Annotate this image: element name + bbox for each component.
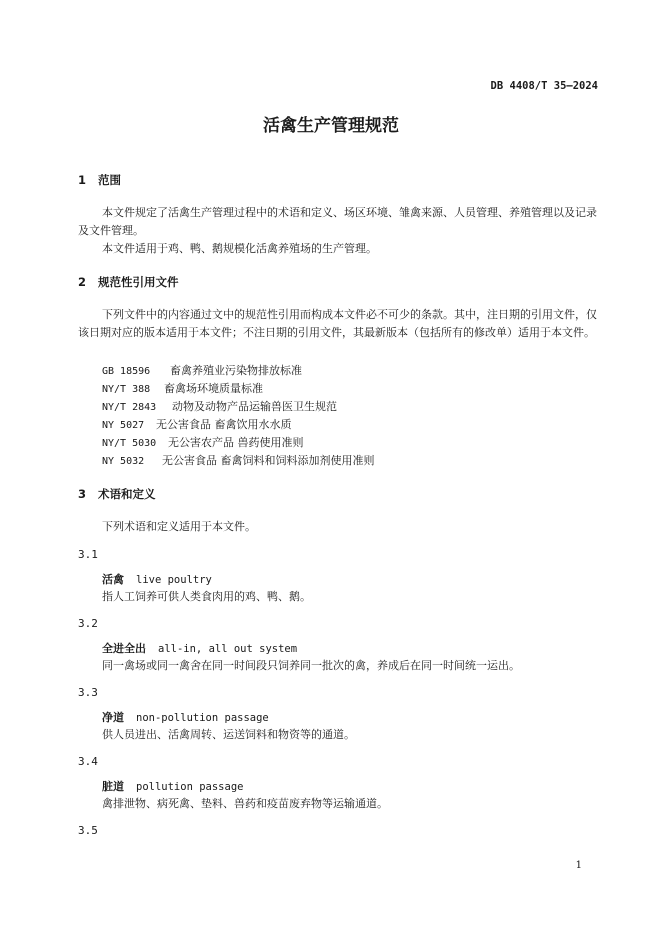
- standard-number: DB 4408/T 35—2024: [490, 80, 598, 92]
- reference-code: NY 5027: [102, 420, 145, 431]
- section-number: 3: [78, 487, 87, 501]
- term-entry: [102, 709, 269, 725]
- term-definition: 指人工饲养可供人类食肉用的鸡、鸭、鹅。: [102, 590, 311, 603]
- term-number: 3.1: [78, 548, 98, 561]
- term-chinese: 脏道: [102, 780, 124, 793]
- reference-item: [102, 362, 302, 378]
- term-definition: 禽排泄物、病死禽、垫料、兽药和疫苗废弃物等运输通道。: [102, 797, 388, 810]
- reference-item: [102, 434, 304, 450]
- reference-code: NY 5032: [102, 456, 145, 467]
- section-1-heading: [78, 172, 121, 188]
- reference-item: [102, 416, 292, 432]
- term-chinese: 活禽: [102, 573, 124, 586]
- reference-code: GB 18596: [102, 366, 151, 377]
- reference-name: 动物及动物产品运输兽医卫生规范: [172, 400, 337, 413]
- term-english: non-pollution passage: [136, 712, 269, 724]
- reference-name: 畜禽场环境质量标准: [164, 382, 263, 395]
- reference-name: 无公害食品 畜禽饲料和饲料添加剂使用准则: [162, 454, 375, 467]
- reference-item: [102, 452, 375, 468]
- term-entry: [102, 571, 212, 587]
- section-1-paragraph-1: 本文件规定了活禽生产管理过程中的术语和定义、场区环境、雏禽来源、人员管理、养殖管理以及记录及文件管理。: [78, 206, 597, 237]
- section-2-heading: [78, 274, 179, 290]
- reference-item: [102, 380, 263, 396]
- term-english: all-in, all out system: [158, 643, 298, 655]
- term-number: 3.5: [78, 824, 98, 837]
- term-chinese: 全进全出: [102, 642, 146, 655]
- document-title: 活禽生产管理规范: [263, 116, 399, 136]
- section-number: 1: [78, 173, 87, 187]
- reference-name: 无公害食品 畜禽饮用水水质: [156, 418, 292, 431]
- page-number: 1: [575, 860, 582, 871]
- term-definition: 同一禽场或同一禽舍在同一时间段只饲养同一批次的禽，养成后在同一时间统一运出。: [102, 659, 520, 672]
- reference-name: 无公害农产品 兽药使用准则: [168, 436, 304, 449]
- term-number: 3.4: [78, 755, 98, 768]
- term-entry: [102, 778, 243, 794]
- section-3-paragraph-1: 下列术语和定义适用于本文件。: [102, 520, 256, 533]
- term-english: pollution passage: [136, 781, 244, 793]
- term-number: 3.3: [78, 686, 98, 699]
- term-english: live poultry: [136, 574, 212, 586]
- reference-code: NY/T 5030: [102, 438, 157, 449]
- section-3-heading: [78, 486, 156, 502]
- section-title: 术语和定义: [98, 487, 156, 501]
- reference-item: [102, 398, 337, 414]
- term-definition: 供人员进出、活禽周转、运送饲料和物资等的通道。: [102, 728, 355, 741]
- term-number: 3.2: [78, 617, 98, 630]
- section-1-paragraph-2: 本文件适用于鸡、鸭、鹅规模化活禽养殖场的生产管理。: [102, 242, 377, 255]
- reference-name: 畜禽养殖业污染物排放标准: [170, 364, 302, 377]
- section-title: 规范性引用文件: [98, 275, 179, 289]
- section-number: 2: [78, 275, 87, 289]
- term-chinese: 净道: [102, 711, 124, 724]
- section-2-paragraph-1: 下列文件中的内容通过文中的规范性引用而构成本文件必不可少的条款。其中，注日期的引用文件，仅该日期对应的版本适用于本文件；不注日期的引用文件，其最新版本（包括所有的修改单）适用于本文件。: [78, 308, 597, 339]
- section-title: 范围: [98, 173, 121, 187]
- term-entry: [102, 640, 297, 656]
- reference-code: NY/T 2843: [102, 402, 157, 413]
- reference-code: NY/T 388: [102, 384, 151, 395]
